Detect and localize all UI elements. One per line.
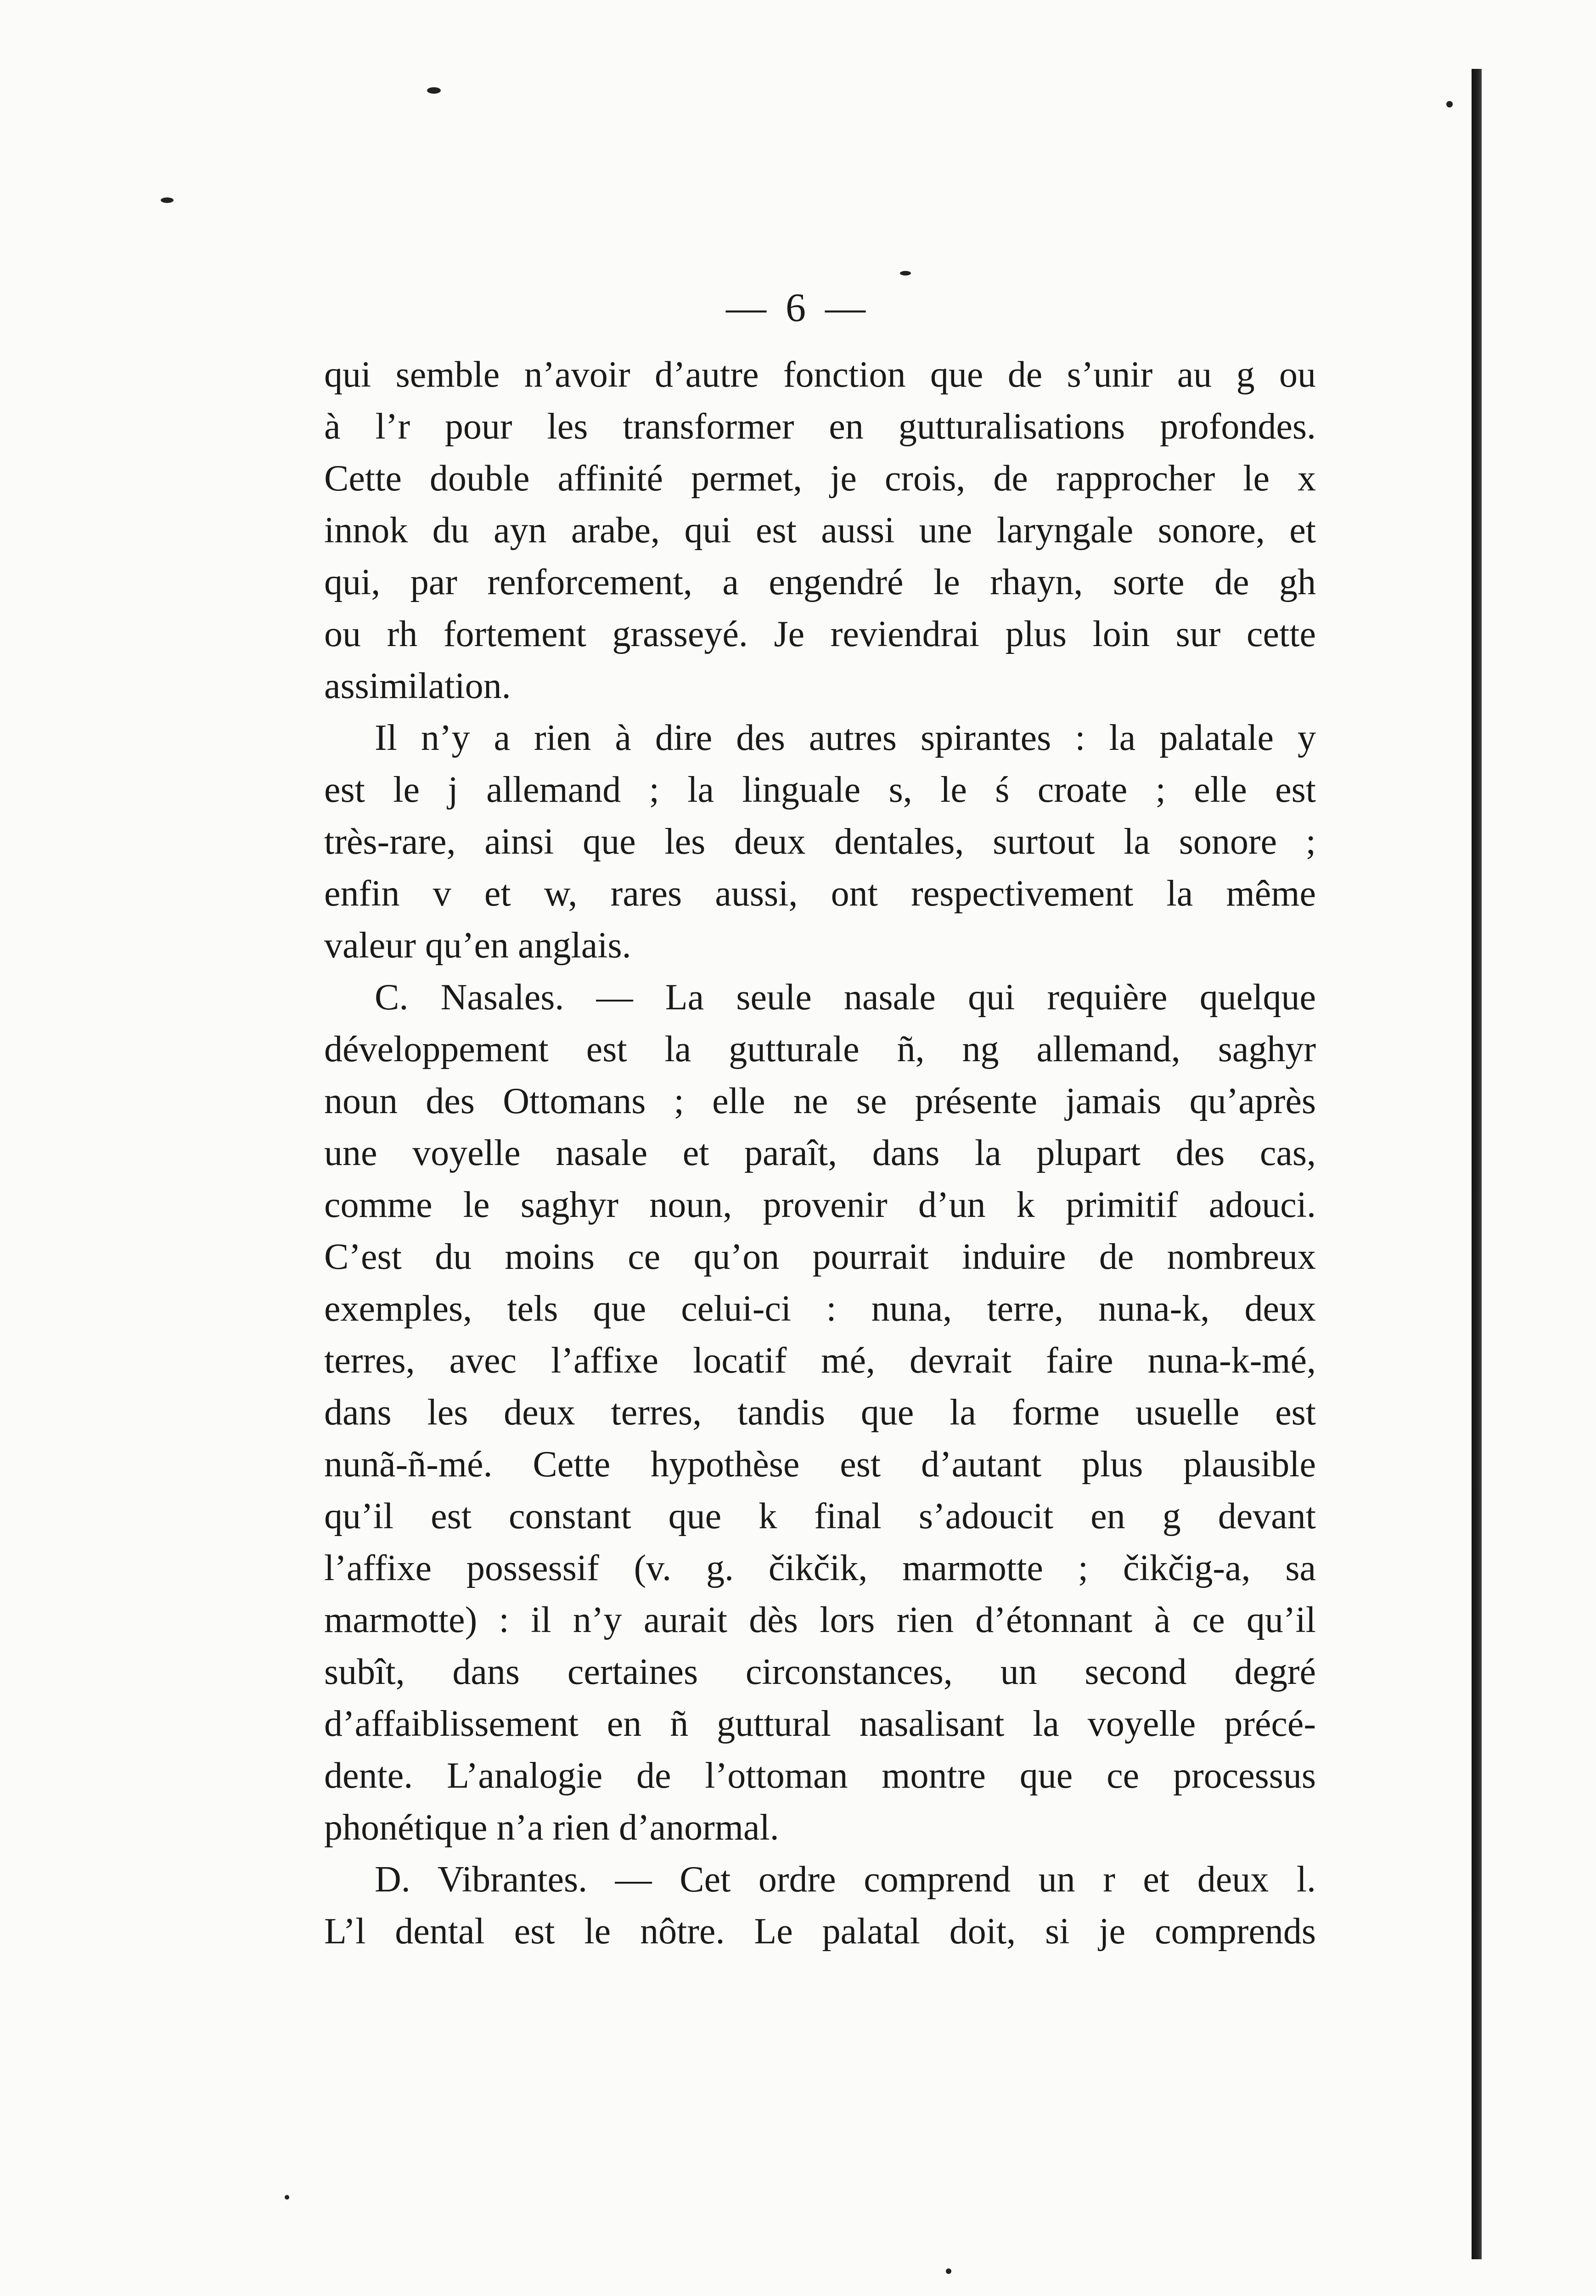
- scan-speck: [161, 197, 174, 203]
- scan-speck: [946, 2268, 951, 2274]
- text-line: marmotte) : il n’y aurait dès lors rien d’étonnant à ce qu’il: [324, 1600, 1316, 1640]
- text-line: l’affixe possessif (v. g. čikčik, marmotte ; čikčig-a, sa: [324, 1548, 1316, 1588]
- text-line: qu’il est constant que k final s’adoucit en g devant: [324, 1496, 1316, 1536]
- text-line: D. Vibrantes. — Cet ordre comprend un r et deux l.: [375, 1859, 1316, 1900]
- text-line: valeur qu’en anglais.: [324, 925, 631, 966]
- scan-speck: [427, 87, 441, 94]
- text-line: ou rh fortement grasseyé. Je reviendrai plus loin sur cette: [324, 614, 1316, 654]
- scan-speck: [285, 2195, 289, 2200]
- text-line: nunã-ñ-mé. Cette hypothèse est d’autant plus plausible: [324, 1444, 1316, 1485]
- text-line: très-rare, ainsi que les deux dentales, surtout la sonore ;: [324, 822, 1316, 862]
- text-line: enfin v et w, rares aussi, ont respectivement la même: [324, 873, 1316, 914]
- text-line: noun des Ottomans ; elle ne se présente jamais qu’après: [324, 1081, 1316, 1121]
- body-text: [324, 349, 1316, 1958]
- text-line: assimilation.: [324, 666, 511, 706]
- text-line: C. Nasales. — La seule nasale qui requière quelque: [375, 977, 1316, 1018]
- text-line: phonétique n’a rien d’anormal.: [324, 1807, 779, 1848]
- text-line: Cette double affinité permet, je crois, de rapprocher le x: [324, 458, 1316, 499]
- text-line: terres, avec l’affixe locatif mé, devrait faire nuna-k-mé,: [324, 1340, 1316, 1381]
- text-line: est le j allemand ; la linguale s, le ś croate ; elle est: [324, 770, 1316, 810]
- text-line: innok du ayn arabe, qui est aussi une laryngale sonore, et: [324, 510, 1316, 551]
- text-line: exemples, tels que celui-ci : nuna, terre, nuna-k, deux: [324, 1289, 1316, 1329]
- text-line: subît, dans certaines circonstances, un second degré: [324, 1652, 1316, 1692]
- text-line: d’affaiblissement en ñ guttural nasalisant la voyelle précé-: [324, 1704, 1316, 1744]
- text-line: Il n’y a rien à dire des autres spirantes : la palatale y: [375, 718, 1316, 758]
- text-line: dans les deux terres, tandis que la forme usuelle est: [324, 1392, 1316, 1433]
- text-line: à l’r pour les transformer en gutturalisations profondes.: [324, 406, 1316, 447]
- text-line: qui semble n’avoir d’autre fonction que de s’unir au g ou: [324, 355, 1316, 395]
- text-line: une voyelle nasale et paraît, dans la plupart des cas,: [324, 1133, 1316, 1173]
- scan-speck: [1446, 101, 1453, 107]
- text-line: qui, par renforcement, a engendré le rhayn, sorte de gh: [324, 562, 1316, 602]
- text-line: dente. L’analogie de l’ottoman montre que ce processus: [324, 1756, 1316, 1796]
- scan-speck: [900, 271, 911, 276]
- text-line: développement est la gutturale ñ, ng allemand, saghyr: [324, 1029, 1316, 1069]
- text-line: L’l dental est le nôtre. Le palatal doit, si je comprends: [324, 1911, 1316, 1952]
- text-line: C’est du moins ce qu’on pourrait induire de nombreux: [324, 1237, 1316, 1277]
- page-number: — 6 —: [726, 286, 870, 330]
- scan-binding-edge: [1472, 69, 1482, 2259]
- text-line: comme le saghyr noun, provenir d’un k primitif adouci.: [324, 1185, 1316, 1225]
